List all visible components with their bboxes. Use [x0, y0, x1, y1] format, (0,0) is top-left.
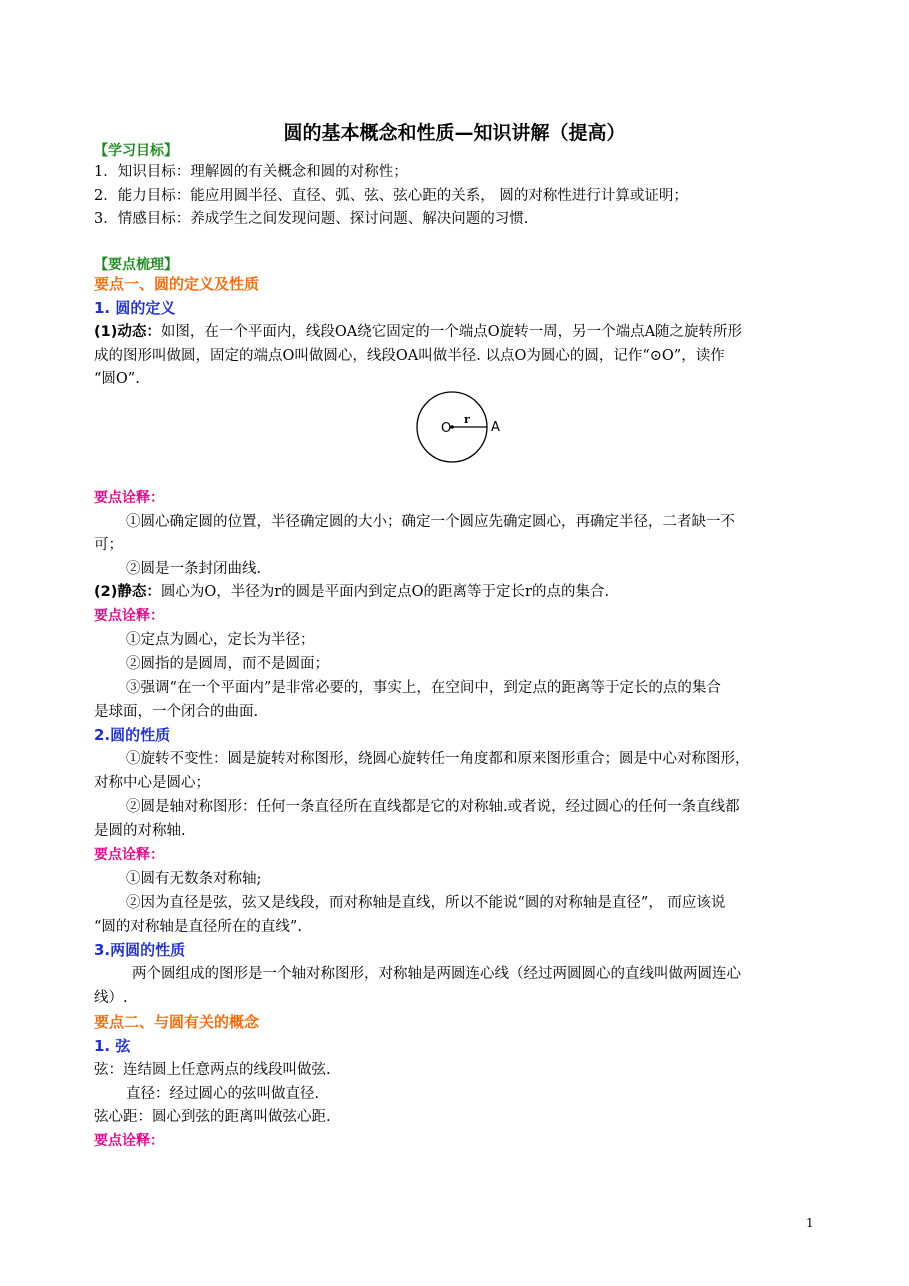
- prop-b-line-1: ②圆是轴对称图形：任何一条直径所在直线都是它的对称轴.或者说，经过圆心的任何一条直线都: [126, 799, 740, 815]
- objective-item-3: 3．情感目标：养成学生之间发现问题、探讨问题、解决问题的习惯.: [94, 211, 529, 227]
- point1-sub3: 3.两圆的性质: [94, 941, 186, 959]
- center-label: O: [441, 421, 452, 436]
- static-text: 圆心为O，半径为r的圆是平面内到定点O的距离等于定长r的点的集合.: [160, 584, 610, 600]
- two-circles-line-2: 线）.: [94, 990, 128, 1006]
- point1-sub2: 2.圆的性质: [94, 726, 171, 744]
- note1-label: 要点诠释：: [94, 490, 164, 506]
- page-number: 1: [806, 1216, 814, 1230]
- dynamic-line-2: 成的图形叫做圆，固定的端点O叫做圆心，线段OA叫做半径. 以点O为圆心的圆，记作“⊙O”，读作: [94, 348, 725, 364]
- prop-a-line-2: 对称中心是圆心；: [94, 775, 210, 791]
- note3-b-line-2: “圆的对称轴是直径所在的直线”.: [94, 919, 302, 935]
- note2-b: ②圆指的是圆周，而不是圆面；: [126, 656, 329, 672]
- dynamic-line-3: “圆O”.: [94, 371, 140, 387]
- two-circles-line-1: 两个圆组成的图形是一个轴对称图形，对称轴是两圆连心线（经过两圆圆心的直线叫做两圆连心: [132, 966, 741, 982]
- note1-a-line-1: ①圆心确定圆的位置，半径确定圆的大小；确定一个圆应先确定圆心，再确定半径，二者缺一不: [126, 514, 735, 530]
- note1-b: ②圆是一条封闭曲线.: [126, 561, 262, 577]
- point2-heading: 要点二、与圆有关的概念: [94, 1013, 260, 1031]
- chord-distance-definition: 弦心距：圆心到弦的距离叫做弦心距.: [94, 1109, 331, 1125]
- dynamic-text-1: 如图，在一个平面内，线段OA绕它固定的一个端点O旋转一周，另一个端点A随之旋转所形: [160, 324, 743, 340]
- objectives-heading: 【学习目标】: [94, 143, 178, 159]
- note3-label: 要点诠释：: [94, 847, 164, 863]
- note2-a: ①定点为圆心，定长为半径；: [126, 632, 315, 648]
- point1-heading: 要点一、圆的定义及性质: [94, 275, 260, 293]
- circle-figure: [412, 388, 508, 468]
- static-label: (2)静态：: [94, 584, 161, 600]
- dynamic-label: (1)动态：: [94, 324, 161, 340]
- summary-heading: 【要点梳理】: [94, 257, 178, 273]
- note2-c-line-2: 是球面，一个闭合的曲面.: [94, 704, 259, 720]
- point2-note-label: 要点诠释：: [94, 1133, 164, 1149]
- note1-a-line-2: 可；: [94, 537, 123, 553]
- radius-label: r: [464, 413, 470, 426]
- objective-item-2: 2．能力目标：能应用圆半径、直径、弧、弦、弦心距的关系， 圆的对称性进行计算或证明；: [94, 188, 688, 204]
- chord-definition: 弦：连结圆上任意两点的线段叫做弦.: [94, 1062, 331, 1078]
- prop-a-line-1: ①旋转不变性：圆是旋转对称图形，绕圆心旋转任一角度都和原来图形重合；圆是中心对称图形，: [126, 751, 750, 767]
- page-title: 圆的基本概念和性质—知识讲解（提高）: [283, 122, 626, 144]
- note3-a: ①圆有无数条对称轴;: [126, 871, 262, 887]
- note3-b-line-1: ②因为直径是弦，弦又是线段，而对称轴是直线，所以不能说“圆的对称轴是直径”， 而应该说: [126, 895, 726, 911]
- note2-c-line-1: ③强调“在一个平面内”是非常必要的，事实上，在空间中，到定点的距离等于定长的点的集合: [126, 680, 721, 696]
- prop-b-line-2: 是圆的对称轴.: [94, 823, 186, 839]
- dynamic-line-1: [94, 322, 742, 342]
- point2-sub1: 1. 弦: [94, 1037, 131, 1055]
- note2-label: 要点诠释：: [94, 608, 164, 624]
- objective-item-1: 1．知识目标：理解圆的有关概念和圆的对称性；: [94, 164, 408, 180]
- diameter-definition: 直径：经过圆心的弦叫做直径.: [126, 1086, 320, 1102]
- point1-sub1: 1. 圆的定义: [94, 299, 176, 317]
- static-line: [94, 582, 609, 602]
- point-a-label: A: [491, 420, 500, 435]
